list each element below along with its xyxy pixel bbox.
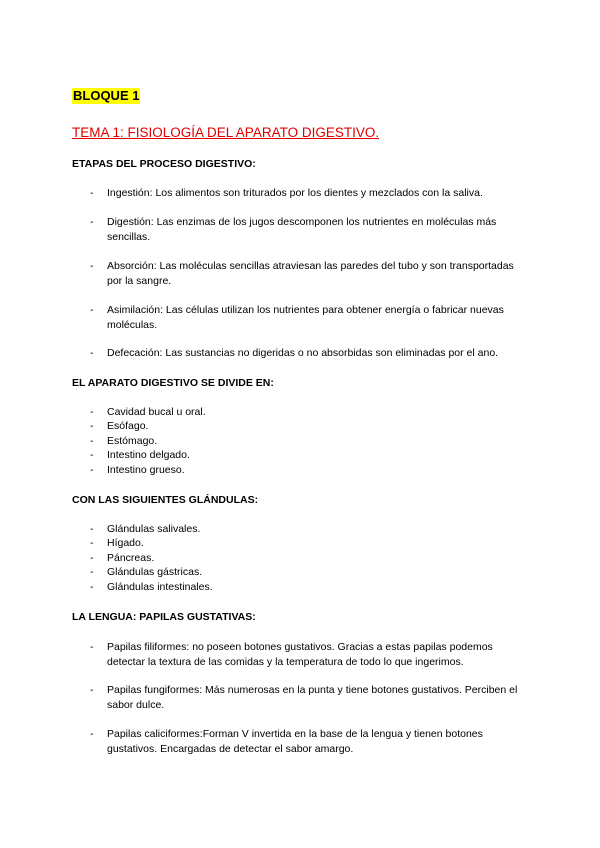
list-item-etapa [90, 346, 530, 361]
list-item-text: Esófago. [107, 420, 149, 432]
list-dash: - [90, 406, 94, 418]
list-item-text: Intestino grueso. [107, 464, 185, 476]
list-item-text: Defecación: Las sustancias no digeridas o no absorbidas son eliminadas por el ano. [107, 347, 499, 359]
list-item-aparato [90, 405, 530, 420]
list-item-etapa [90, 303, 530, 333]
list-item-text: Absorción: Las moléculas sencillas atraviesan las paredes del tubo y son transportadas por la sangre. [107, 260, 514, 287]
list-item-text: Papilas caliciformes:Forman V invertida en la base de la lengua y tienen botones gustativos. Encargadas de detectar el sabor amargo. [107, 728, 483, 755]
list-dash: - [90, 420, 94, 432]
list-item-papila [90, 683, 530, 713]
list-dash: - [90, 641, 94, 653]
list-item-glandula [90, 522, 530, 537]
list-item-aparato [90, 463, 530, 478]
list-dash: - [90, 728, 94, 740]
list-item-papila [90, 727, 530, 757]
list-dash: - [90, 260, 94, 272]
list-dash: - [90, 552, 94, 564]
list-item-aparato [90, 419, 530, 434]
list-item-etapa [90, 259, 530, 289]
list-item-etapa [90, 215, 530, 245]
list-dash: - [90, 216, 94, 228]
list-item-text: Digestión: Las enzimas de los jugos descomponen los nutrientes en moléculas más sencillas. [107, 216, 497, 243]
list-item-aparato [90, 434, 530, 449]
list-dash: - [90, 187, 94, 199]
section-heading-glandulas: CON LAS SIGUIENTES GLÁNDULAS: [72, 494, 259, 506]
list-dash: - [90, 464, 94, 476]
list-item-text: Papilas filiformes: no poseen botones gustativos. Gracias a estas papilas podemos detectar la textura de las comidas y la temperatura de todo lo que ingerimos. [107, 641, 493, 668]
list-item-text: Glándulas salivales. [107, 523, 201, 535]
list-dash: - [90, 581, 94, 593]
section-heading-etapas: ETAPAS DEL PROCESO DIGESTIVO: [72, 158, 256, 170]
list-item-text: Glándulas gástricas. [107, 566, 203, 578]
list-item-glandula [90, 565, 530, 580]
list-item-text: Glándulas intestinales. [107, 581, 213, 593]
topic-title: TEMA 1: FISIOLOGÍA DEL APARATO DIGESTIVO. [72, 125, 380, 140]
section-heading-lengua: LA LENGUA: PAPILAS GUSTATIVAS: [72, 611, 256, 623]
block-title: BLOQUE 1 [73, 88, 140, 103]
list-dash: - [90, 523, 94, 535]
list-item-text: Estómago. [107, 435, 158, 447]
list-item-etapa [90, 186, 530, 201]
list-dash: - [90, 537, 94, 549]
list-dash: - [90, 566, 94, 578]
list-dash: - [90, 435, 94, 447]
list-dash: - [90, 684, 94, 696]
list-item-aparato [90, 448, 530, 463]
list-item-papila [90, 640, 530, 670]
list-item-text: Páncreas. [107, 552, 155, 564]
list-item-glandula [90, 580, 530, 595]
list-dash: - [90, 304, 94, 316]
list-item-text: Intestino delgado. [107, 449, 190, 461]
list-item-text: Papilas fungiformes: Más numerosas en la punta y tiene botones gustativos. Perciben el sabor dulce. [107, 684, 518, 711]
list-item-text: Hígado. [107, 537, 144, 549]
list-dash: - [90, 347, 94, 359]
list-dash: - [90, 449, 94, 461]
section-heading-aparato: EL APARATO DIGESTIVO SE DIVIDE EN: [72, 377, 274, 389]
list-item-text: Cavidad bucal u oral. [107, 406, 206, 418]
list-item-text: Asimilación: Las células utilizan los nutrientes para obtener energía o fabricar nuevas moléculas. [107, 304, 504, 331]
list-item-glandula [90, 551, 530, 566]
list-item-glandula [90, 536, 530, 551]
list-item-text: Ingestión: Los alimentos son triturados por los dientes y mezclados con la saliva. [107, 187, 483, 199]
